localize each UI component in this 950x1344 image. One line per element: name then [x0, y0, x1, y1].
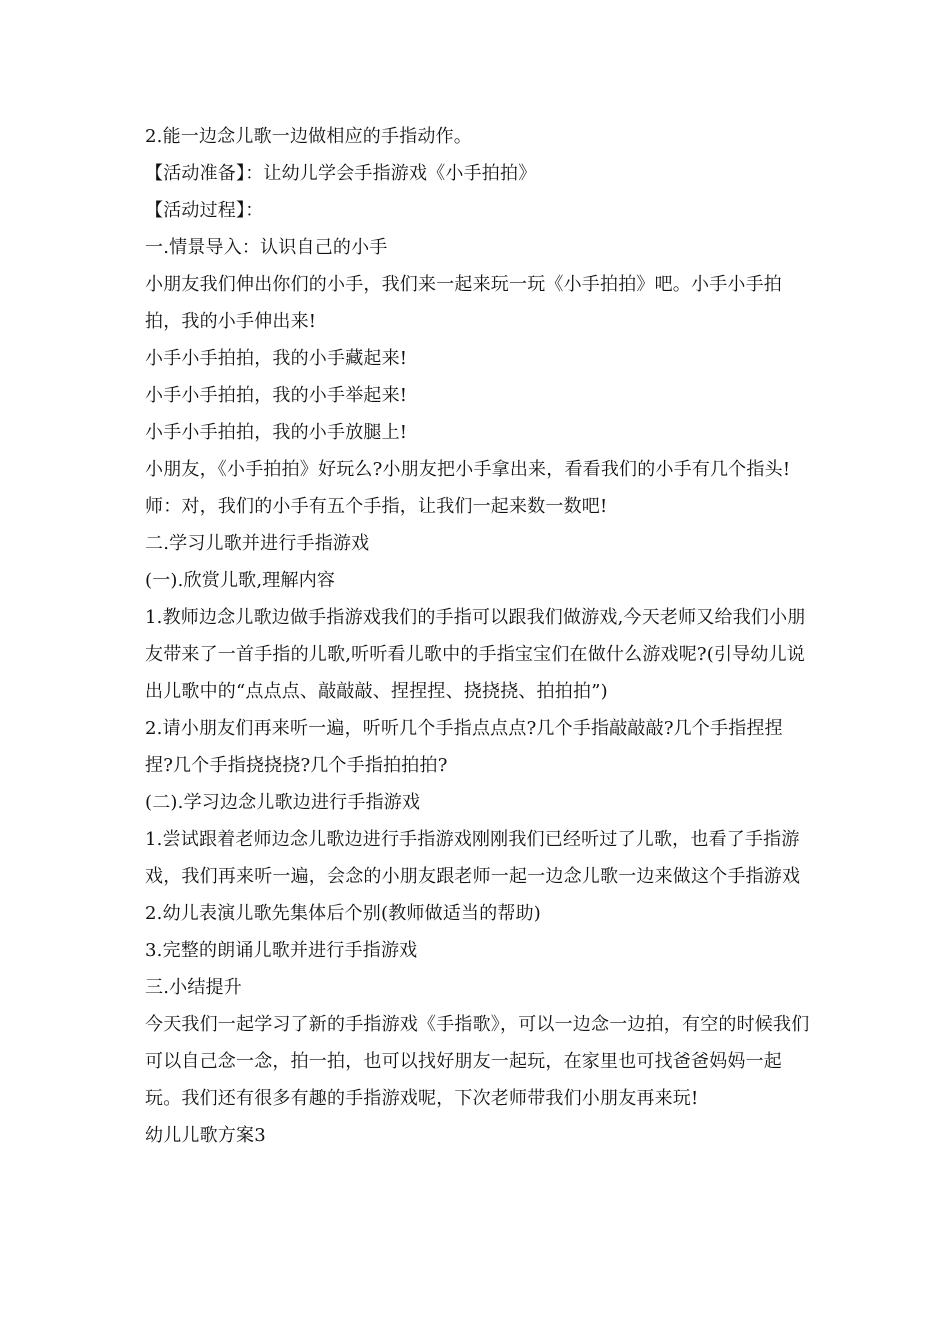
rhyme-line-1: 小手小手拍拍，我的小手藏起来!	[145, 348, 408, 369]
paragraph-2-2-2: 2.幼儿表演儿歌先集体后个别(教师做适当的帮助)	[145, 903, 542, 924]
section-1-heading: 一.情景导入：认识自己的小手	[145, 237, 388, 258]
document-page	[145, 118, 810, 1154]
section-3-heading: 三.小结提升	[145, 977, 242, 998]
rhyme-line-2: 小手小手拍拍，我的小手举起来!	[145, 385, 408, 406]
activity-process-heading: 【活动过程】：	[145, 200, 264, 221]
paragraph-intro: 小朋友我们伸出你们的小手，我们来一起来玩一玩《小手拍拍》吧。小手小手拍拍，我的小手伸出来!	[145, 274, 782, 332]
rhyme-line-3: 小手小手拍拍，我的小手放腿上!	[145, 422, 408, 443]
subsection-2-1-heading: (一).欣赏儿歌,理解内容	[145, 570, 336, 591]
paragraph-2-2-3: 3.完整的朗诵儿歌并进行手指游戏	[145, 940, 418, 961]
subsection-2-2-heading: (二).学习边念儿歌边进行手指游戏	[145, 792, 421, 813]
objective-2: 2.能一边念儿歌一边做相应的手指动作。	[145, 126, 472, 147]
activity-preparation: 【活动准备】：让幼儿学会手指游戏《小手拍拍》	[145, 163, 537, 184]
paragraph-2-1-2: 2.请小朋友们再来听一遍，听听几个手指点点点?几个手指敲敲敲?几个手指捏捏捏?几个手指挠挠挠?几个手指拍拍拍?	[145, 718, 783, 776]
paragraph-2-1-1: 1.教师边念儿歌边做手指游戏我们的手指可以跟我们做游戏,今天老师又给我们小朋友带来了一首手指的儿歌,听听看儿歌中的手指宝宝们在做什么游戏呢?(引导幼儿说出儿歌中的“点点点、敲敲敲、捏捏捏、挠挠挠、拍拍拍”)	[145, 607, 806, 702]
paragraph-teacher: 师：对，我们的小手有五个手指，让我们一起来数一数吧!	[145, 496, 608, 517]
section-2-heading: 二.学习儿歌并进行手指游戏	[145, 533, 370, 554]
paragraph-question: 小朋友，《小手拍拍》好玩么?小朋友把小手拿出来，看看我们的小手有几个指头!	[145, 459, 791, 480]
paragraph-summary: 今天我们一起学习了新的手指游戏《手指歌》，可以一边念一边拍，有空的时候我们可以自己念一念，拍一拍，也可以找好朋友一起玩，在家里也可找爸爸妈妈一起玩。我们还有很多有趣的手指游戏呢，下次老师带我们小朋友再来玩!	[145, 1014, 810, 1109]
next-plan-title: 幼儿儿歌方案3	[145, 1125, 266, 1146]
paragraph-2-2-1: 1.尝试跟着老师边念儿歌边进行手指游戏刚刚我们已经听过了儿歌，也看了手指游戏，我们再来听一遍，会念的小朋友跟老师一起一边念儿歌一边来做这个手指游戏	[145, 829, 801, 887]
